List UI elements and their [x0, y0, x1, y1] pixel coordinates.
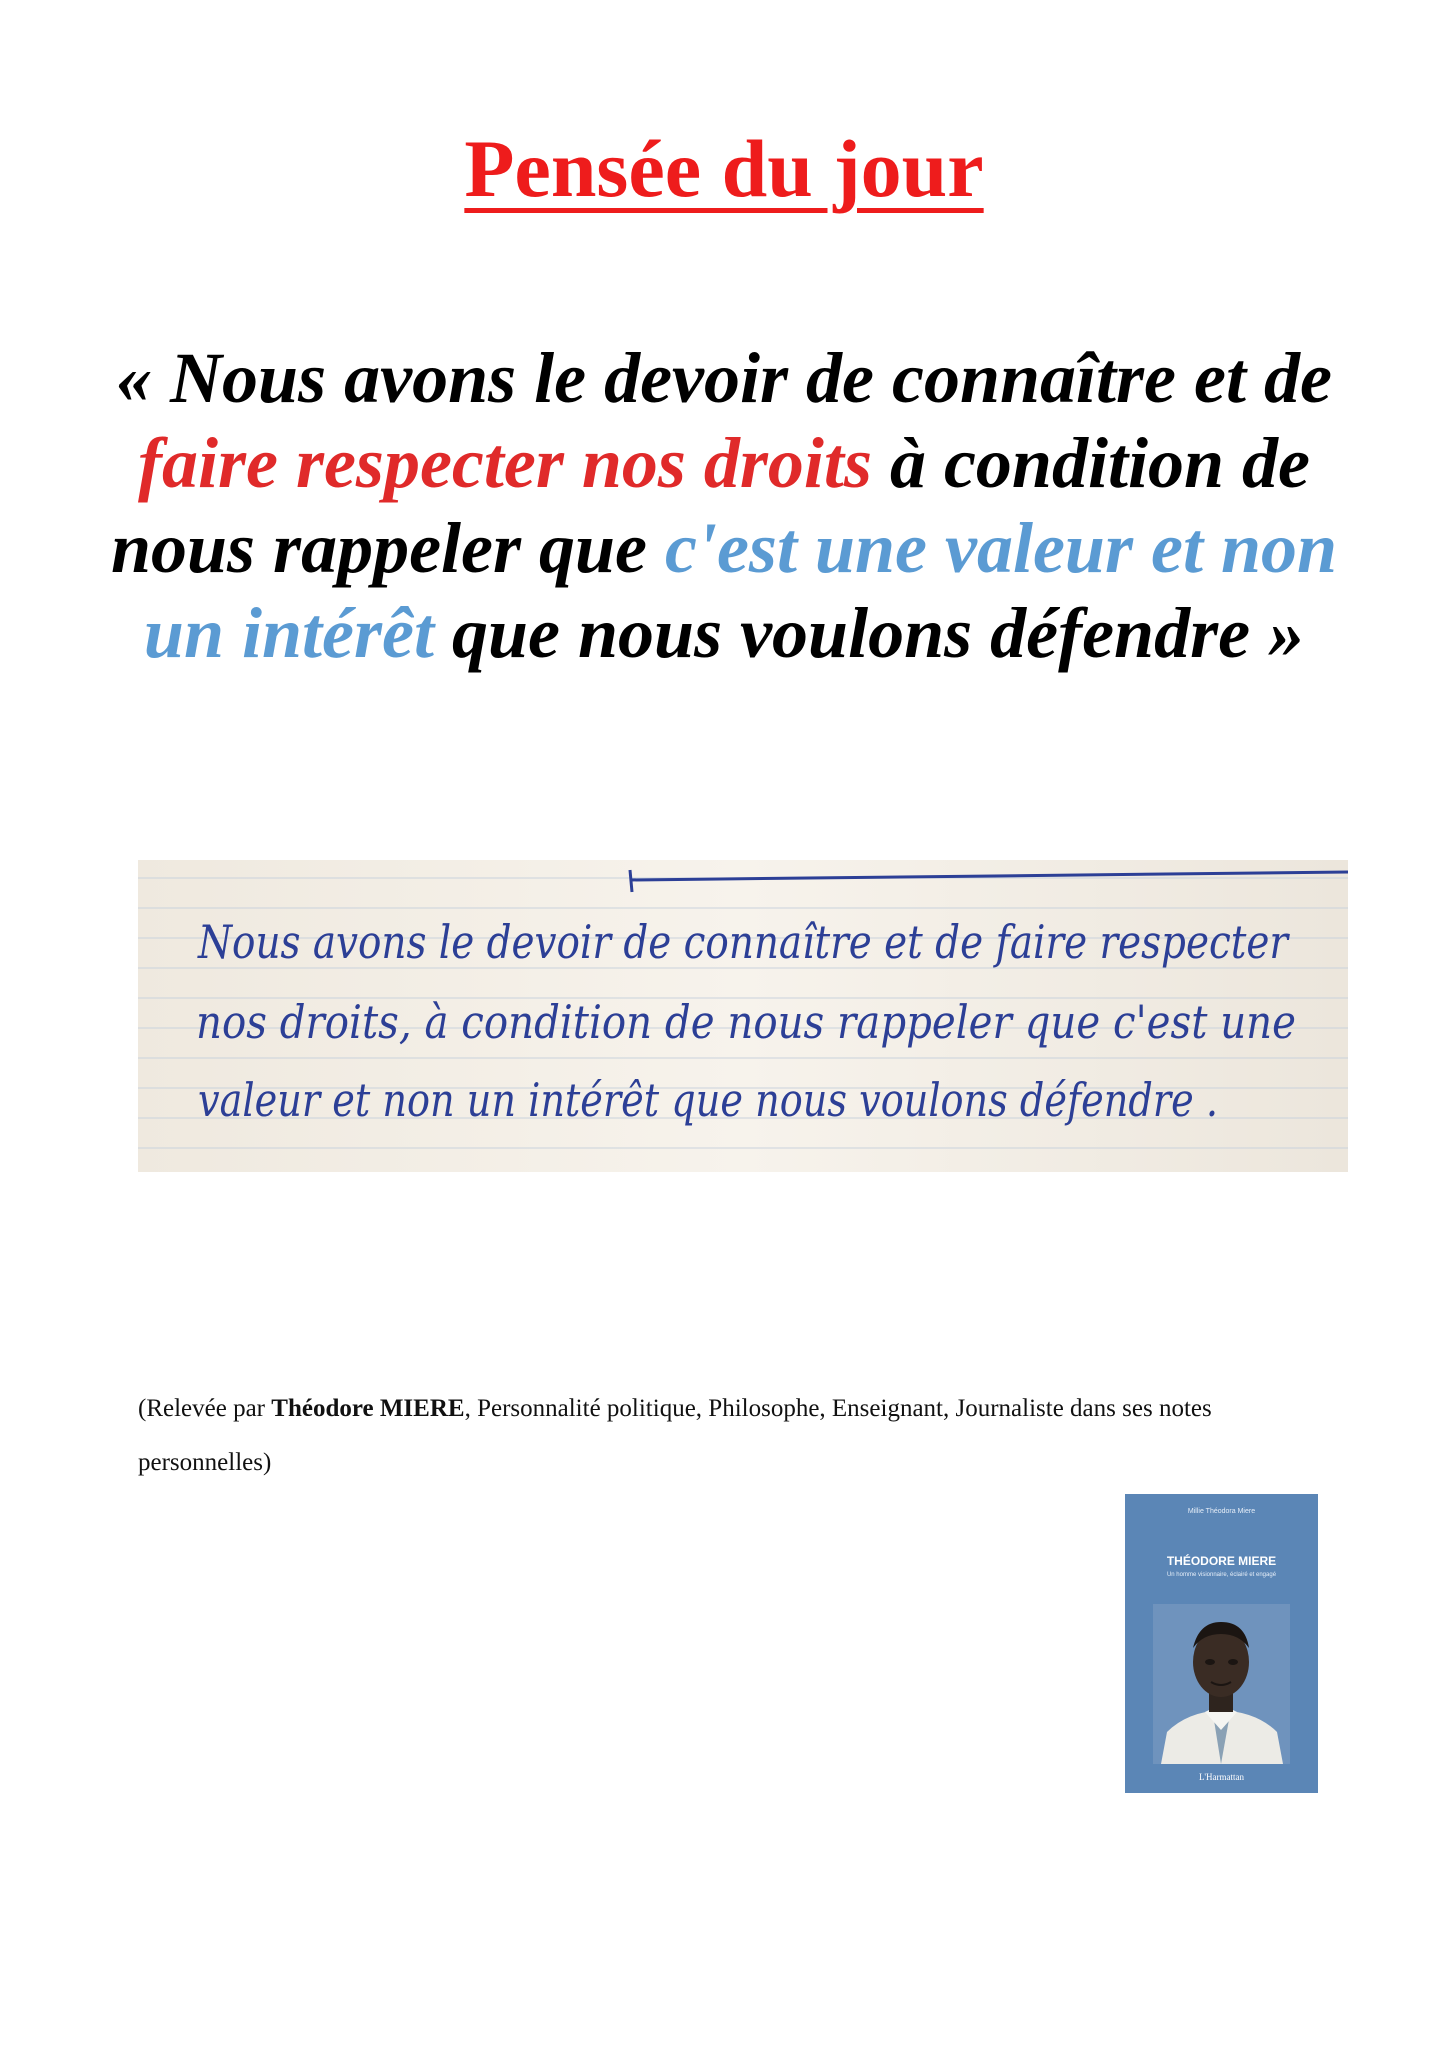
quote-text-start: « Nous avons le devoir de connaître et de — [116, 338, 1332, 418]
quote — [100, 336, 1348, 676]
handwriting-line-1: Nous avons le devoir de connaître et de faire respecter — [197, 915, 1291, 969]
handwriting-line-3: valeur et non un intérêt que nous voulons défendre . — [198, 1073, 1218, 1127]
caption-author-name: Théodore MIERE — [271, 1395, 465, 1422]
notebook-paper — [138, 860, 1348, 1172]
book-cover — [1125, 1494, 1318, 1793]
quote-highlight-blue: c'est une valeur et non un intérêt — [143, 508, 1338, 673]
handwritten-note-image — [138, 860, 1348, 1172]
quote-text-end: que nous voulons défendre » — [433, 593, 1305, 673]
caption-suffix: , Personnalité politique, Philosophe, Enseignant, Journaliste dans ses notes personnelles) — [138, 1395, 1212, 1476]
book-subtitle: Un homme visionnaire, éclairé et engagé — [1166, 1572, 1277, 1578]
caption-prefix: (Relevée par — [138, 1395, 272, 1422]
book-publisher: L'Harmattan — [1198, 1772, 1245, 1782]
author-portrait — [1153, 1604, 1290, 1764]
book-author: Millie Théodora Miere — [1187, 1508, 1256, 1515]
page-title: Pensée du jour — [464, 123, 984, 214]
handwriting-line-2: nos droits, à condition de nous rappeler que c'est une — [196, 995, 1296, 1049]
book-title: THÉODORE MIERE — [1166, 1554, 1277, 1568]
caption — [138, 1382, 1338, 1490]
quote-text-middle: à condition de nous rappeler que — [110, 423, 1310, 588]
quote-highlight-red: faire respecter nos droits — [138, 423, 872, 503]
